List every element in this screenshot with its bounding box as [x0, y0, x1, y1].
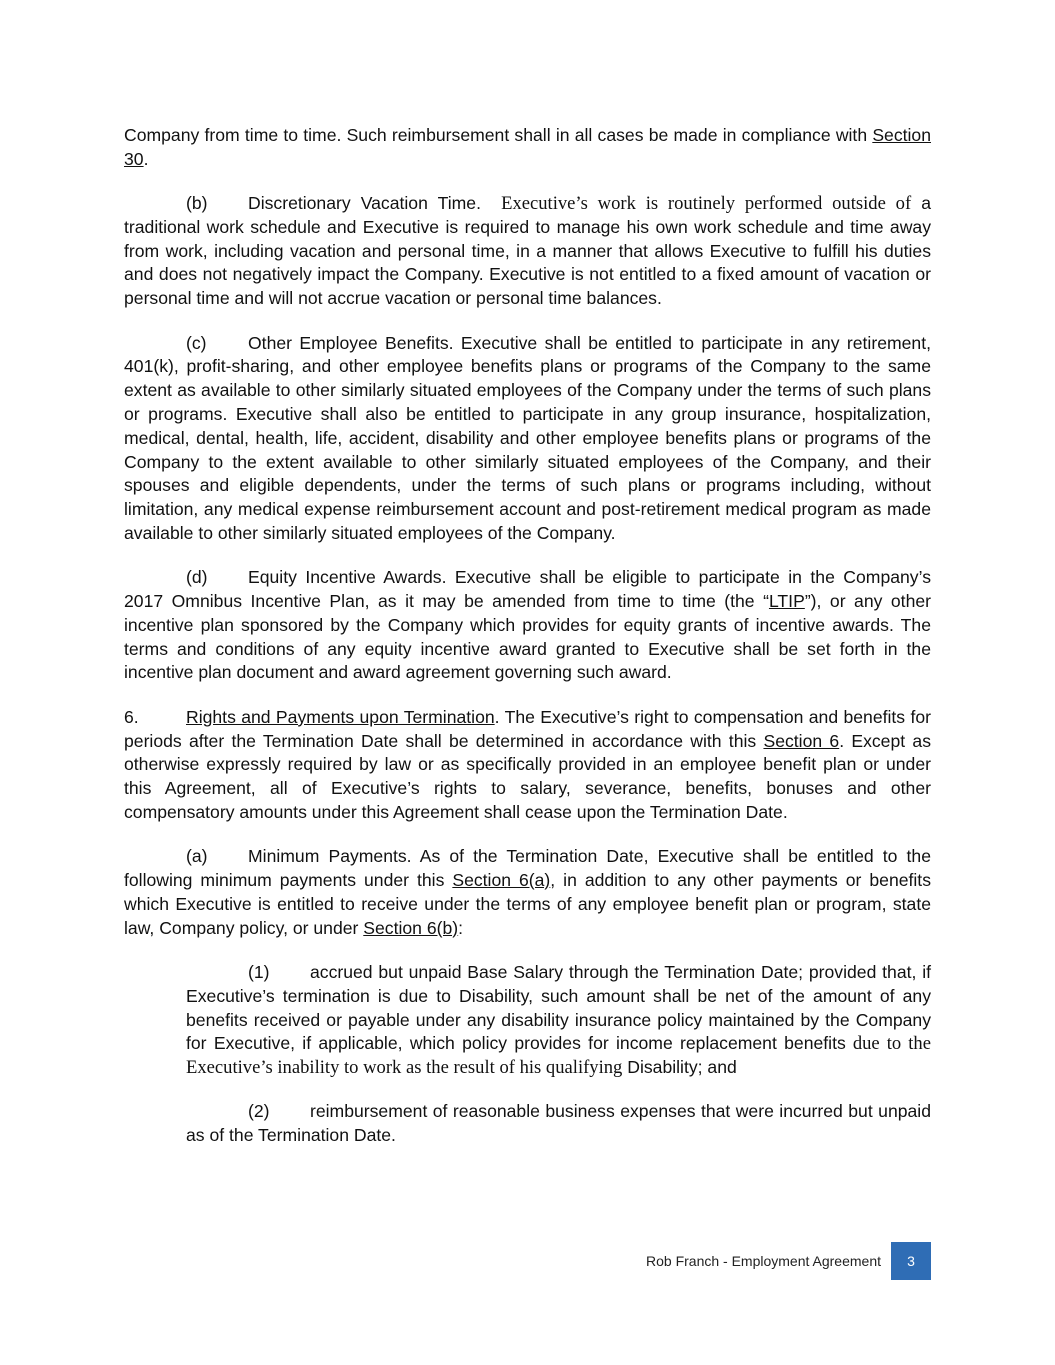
intro-paragraph: Company from time to time. Such reimbursement shall in all cases be made in compliance with Section 30. [124, 125, 931, 169]
ltip-defined-term: LTIP [768, 591, 805, 612]
section-6a-ref: Section 6(a) [452, 870, 551, 891]
paragraph-6a: (a) Minimum Payments. As of the Termination Date, Executive shall be entitled to the following minimum payments under this Section 6(a), in addition to any other payments or benefits which Executive is entitled to receive under the terms of any employee benefit plan or program, state law, Company policy, or under Section 6(b): [124, 846, 931, 938]
page-footer [560, 1242, 931, 1280]
item-1: (1) accrued but unpaid Base Salary through the Termination Date; provided that, if Executive’s termination is due to Disability, such amount shall be net of the amount of any benefits received or payable under any disability insurance policy maintained by the Company for Executive, if applicable, which policy provides for income replacement benefits due to the Executive’s inability to work as the result of his qualifying Disability; and [186, 961, 931, 1079]
paragraph-d: (d) Equity Incentive Awards. Executive shall be eligible to participate in the Company’s 2017 Omnibus Incentive Plan, as it may be amended from time to time (the “LTIP”), or any other incentive plan sponsored by the Company which provides for equity grants of incentive awards. The terms and conditions of any equity incentive award granted to Executive shall be set forth in the incentive plan document and award agreement governing such award. [124, 567, 931, 683]
section-30-link: Section 30 [124, 125, 931, 169]
section-6-title: Rights and Payments upon Termination [186, 706, 495, 727]
paragraph-6: 6. Rights and Payments upon Termination. The Executive’s right to compensation and benefits for periods after the Termination Date shall be determined in accordance with this Section 6. Except as otherwise expressly required by law or as specifically provided in an employee benefit plan or under this Agreement, all of Executive’s rights to salary, severance, benefits, bonuses and other compensatory amounts under this Agreement shall cease upon the Termination Date. [124, 706, 931, 822]
document-body [124, 124, 931, 1168]
paragraph-b: (b) Discretionary Vacation Time. Executive’s work is routinely performed outside of a traditional work schedule and Executive is required to manage his own work schedule and time away from work, including vacation and personal time, in a manner that allows Executive to fulfill his duties and does not negatively impact the Company. Executive is not entitled to a fixed amount of vacation or personal time and will not accrue vacation or personal time balances. [124, 193, 931, 309]
label-d: (d) [186, 567, 208, 588]
intro-text: Company from time to time. Such reimbursement shall in all cases be made in compliance with [124, 125, 873, 145]
label-item-2: (2) [248, 1101, 270, 1122]
item-2: (2) reimbursement of reasonable business expenses that were incurred but unpaid as of the Termination Date. [186, 1101, 931, 1146]
title-b: Discretionary Vacation Time. [248, 193, 481, 214]
section-6-number: 6. [124, 706, 139, 727]
label-6a: (a) [186, 846, 208, 867]
section-6b-ref: Section 6(b) [363, 917, 459, 938]
footer-title: Rob Franch - Employment Agreement [646, 1253, 881, 1269]
paragraph-c: (c) Other Employee Benefits. Executive shall be entitled to participate in any retirement, 401(k), profit-sharing, and other employee benefits plans or programs of the Company to the same extent as available to other similarly situated employees of the Company under the terms of such plans or programs. Executive shall also be entitled to participate in any group insurance, hospitalization, medical, dental, health, life, accident, disability and other employee benefits plans or programs of the Company to the extent available to other similarly situated employees of the Company, and their spouses and eligible dependents, under the terms of such plans or programs including, without limitation, any medical expense reimbursement account and post-retirement medical program as made available to other similarly situated employees of the Company. [124, 332, 931, 543]
page-number-badge: 3 [891, 1242, 931, 1280]
label-item-1: (1) [248, 961, 270, 982]
label-b: (b) [186, 193, 208, 214]
label-c: (c) [186, 332, 207, 353]
section-6-ref: Section 6 [763, 730, 840, 751]
